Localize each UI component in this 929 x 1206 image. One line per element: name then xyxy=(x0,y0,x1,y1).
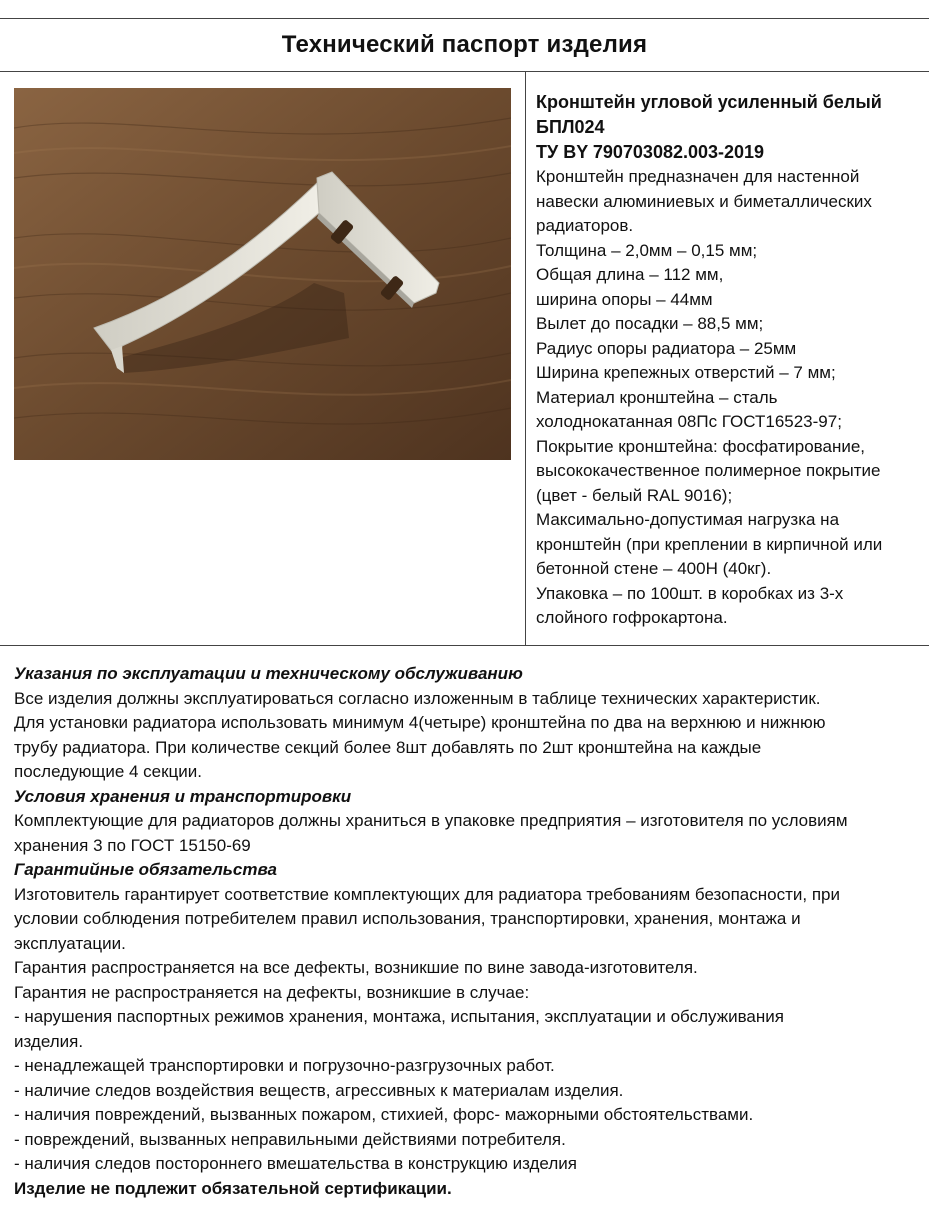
product-standard-line: ТУ BY 790703082.003-2019 xyxy=(536,142,765,162)
column-divider xyxy=(525,72,526,645)
bracket-photo-icon xyxy=(14,88,511,460)
spec-line: Ширина крепежных отверстий – 7 мм; xyxy=(536,363,836,382)
spec-line: бетонной стене – 400Н (40кг). xyxy=(536,559,772,578)
photo-cell xyxy=(0,72,525,645)
spec-line: кронштейн (при креплении в кирпичной или xyxy=(536,534,883,554)
warranty-line: условии соблюдения потребителем правил использования, транспортировки, хранения, монтажа и xyxy=(14,909,801,928)
spec-cell xyxy=(536,90,921,631)
spec-line: Материал кронштейна – сталь xyxy=(536,387,778,407)
product-photo xyxy=(14,88,511,460)
storage-line: хранения 3 по ГОСТ 15150-69 xyxy=(14,835,251,855)
warranty-line: Гарантия не распространяется на дефекты, возникшие в случае: xyxy=(14,982,530,1002)
instructions-section xyxy=(14,662,919,1201)
spec-line: Покрытие кронштейна: фосфатирование, xyxy=(536,436,866,456)
spec-line: Максимально-допустимая нагрузка на xyxy=(536,510,840,529)
warranty-line: Изготовитель гарантирует соответствие комплектующих для радиатора требованиям безопасности, при xyxy=(14,884,840,904)
product-name-line: Кронштейн угловой усиленный белый xyxy=(536,92,882,112)
warranty-line: - ненадлежащей транспортировки и погрузочно-разгрузочных работ. xyxy=(14,1056,555,1075)
spec-line: радиаторов. xyxy=(536,216,634,235)
spec-line: навески алюминиевых и биметаллических xyxy=(536,191,872,211)
warranty-line: изделия. xyxy=(14,1031,84,1051)
spec-line: высококачественное полимерное покрытие xyxy=(536,461,881,480)
operation-line: Все изделия должны эксплуатироваться согласно изложенным в таблице технических характеристик. xyxy=(14,688,821,708)
warranty-heading: Гарантийные обязательства xyxy=(14,860,277,879)
warranty-line: - наличия следов постороннего вмешательства в конструкцию изделия xyxy=(14,1154,577,1173)
spec-line: слойного гофрокартона. xyxy=(536,608,728,627)
spec-line: ширина опоры – 44мм xyxy=(536,289,713,309)
warranty-line: Гарантия распространяется на все дефекты, возникшие по вине завода-изготовителя. xyxy=(14,958,698,977)
operation-line: Для установки радиатора использовать минимум 4(четыре) кронштейна по два на верхнюю и нижнюю xyxy=(14,713,826,732)
spec-line: Радиус опоры радиатора – 25мм xyxy=(536,338,797,358)
product-code-line: БПЛ024 xyxy=(536,117,605,137)
document-header xyxy=(0,18,929,72)
spec-line: холоднокатанная 08Пс ГОСТ16523-97; xyxy=(536,412,842,431)
spec-line: Кронштейн предназначен для настенной xyxy=(536,167,860,186)
warranty-line: - повреждений, вызванных неправильными действиями потребителя. xyxy=(14,1129,566,1149)
certification-note: Изделие не подлежит обязательной сертификации. xyxy=(14,1178,452,1198)
warranty-line: - наличие следов воздействия веществ, агрессивных к материалам изделия. xyxy=(14,1080,624,1100)
warranty-line: эксплуатации. xyxy=(14,933,126,953)
storage-line: Комплектующие для радиаторов должны храниться в упаковке предприятия – изготовителя по условиям xyxy=(14,811,848,830)
product-table xyxy=(0,72,929,646)
operation-line: трубу радиатора. При количестве секций более 8шт добавлять по 2шт кронштейна на каждые xyxy=(14,737,762,757)
document-title: Технический паспорт изделия xyxy=(281,31,648,58)
warranty-line: - нарушения паспортных режимов хранения, монтажа, испытания, эксплуатации и обслуживания xyxy=(14,1007,784,1026)
spec-line: Упаковка – по 100шт. в коробках из 3-х xyxy=(536,583,844,603)
spec-line: (цвет - белый RAL 9016); xyxy=(536,485,733,505)
spec-line: Вылет до посадки – 88,5 мм; xyxy=(536,314,764,333)
spec-line: Общая длина – 112 мм, xyxy=(536,265,724,284)
operation-line: последующие 4 секции. xyxy=(14,762,203,781)
storage-heading: Условия хранения и транспортировки xyxy=(14,786,352,806)
spec-line: Толщина – 2,0мм – 0,15 мм; xyxy=(536,240,758,260)
warranty-line: - наличия повреждений, вызванных пожаром, стихией, форс- мажорными обстоятельствами. xyxy=(14,1105,754,1124)
operation-heading: Указания по эксплуатации и техническому обслуживанию xyxy=(14,664,523,683)
